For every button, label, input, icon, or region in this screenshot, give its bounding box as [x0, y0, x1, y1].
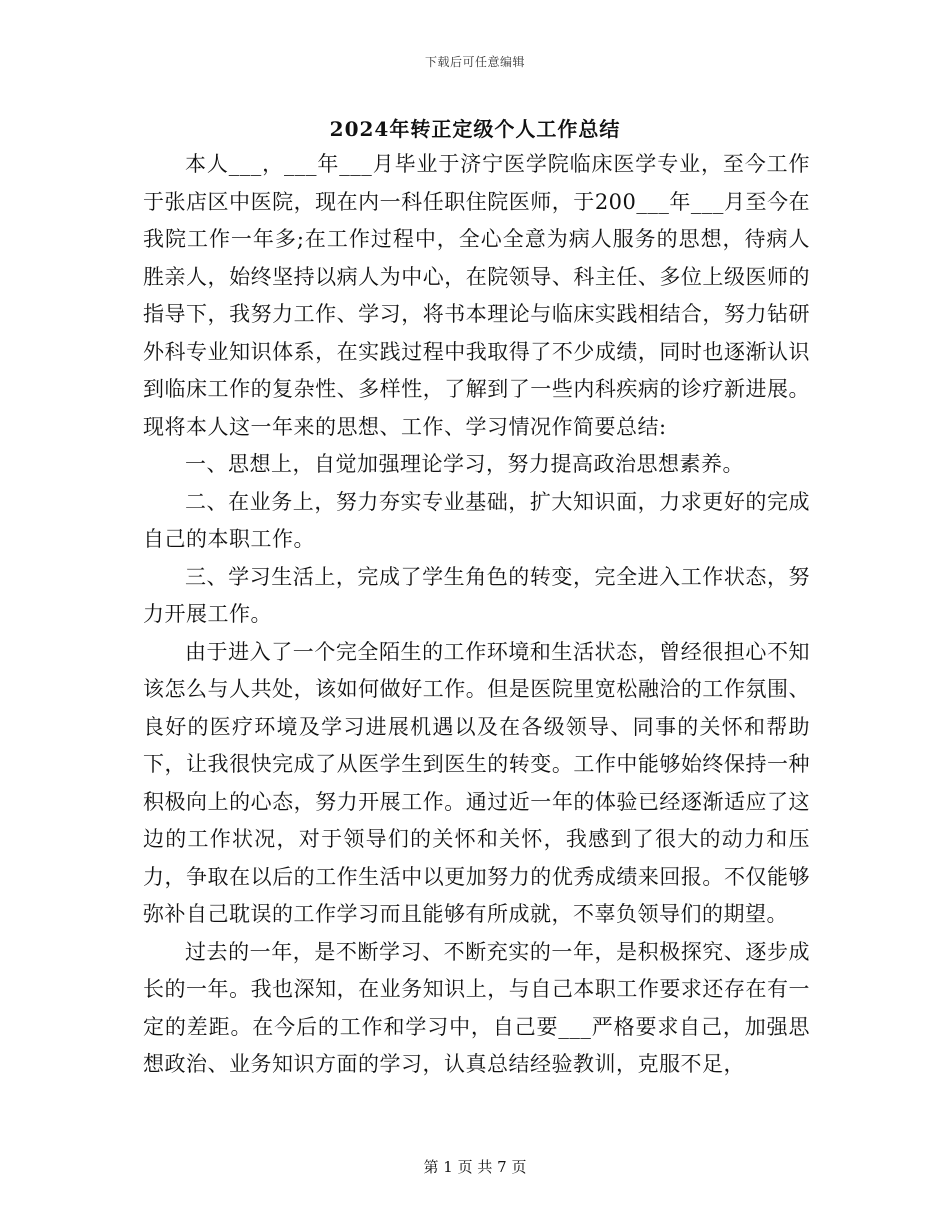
paragraph-adaptation: 由于进入了一个完全陌生的工作环境和生活状态，曾经很担心不知该怎么与人共处，该如何做好工作。但是医院里宽松融洽的工作氛围、良好的医疗环境及学习进展机遇以及在各级领导、同事的关怀和帮助下，让我很快完成了从医学生到医生的转变。工作中能够始终保持一种积极向上的心态，努力开展工作。通过近一年的体验已经逐渐适应了这边的工作状况，对于领导们的关怀和关怀，我感到了很大的动力和压力，争取在以后的工作生活中以更加努力的优秀成绩来回报。不仅能够弥补自己耽误的工作学习而且能够有所成就，不辜负领导们的期望。	[143, 639, 810, 926]
paragraph-intro: 本人___，___年___月毕业于济宁医学院临床医学专业，至今工作于张店区中医院，现在内一科任职住院医师，于200___年___月至今在我院工作一年多;在工作过程中，全心全意为病人服务的思想，待病人胜亲人，始终坚持以病人为中心，在院领导、科主任、多位上级医师的指导下，我努力工作、学习，将书本理论与临床实践相结合，努力钻研外科专业知识体系，在实践过程中我取得了不少成绩，同时也逐渐认识到临床工作的复杂性、多样性，了解到了一些内科疾病的诊疗新进展。现将本人这一年来的思想、工作、学习情况作简要总结:	[143, 152, 810, 439]
paragraph-point-2: 二、在业务上，努力夯实专业基础，扩大知识面，力求更好的完成自己的本职工作。	[143, 489, 810, 551]
document-body	[143, 146, 810, 1084]
header-note: 下载后可任意编辑	[424, 55, 525, 69]
paragraph-point-1: 一、思想上，自觉加强理论学习，努力提高政治思想素养。	[185, 452, 744, 476]
page-indicator: 第 1 页 共 7 页	[423, 1158, 527, 1176]
paragraph-outlook: 过去的一年，是不断学习、不断充实的一年，是积极探究、逐步成长的一年。我也深知，在业务知识上，与自己本职工作要求还存在有一定的差距。在今后的工作和学习中，自己要___严格要求自己，加强思想政治、业务知识方面的学习，认真总结经验教训，克服不足，	[143, 939, 810, 1076]
paragraph-point-3: 三、学习生活上，完成了学生角色的转变，完全进入工作状态，努力开展工作。	[143, 564, 810, 626]
document-title: 2024年转正定级个人工作总结	[329, 117, 621, 141]
